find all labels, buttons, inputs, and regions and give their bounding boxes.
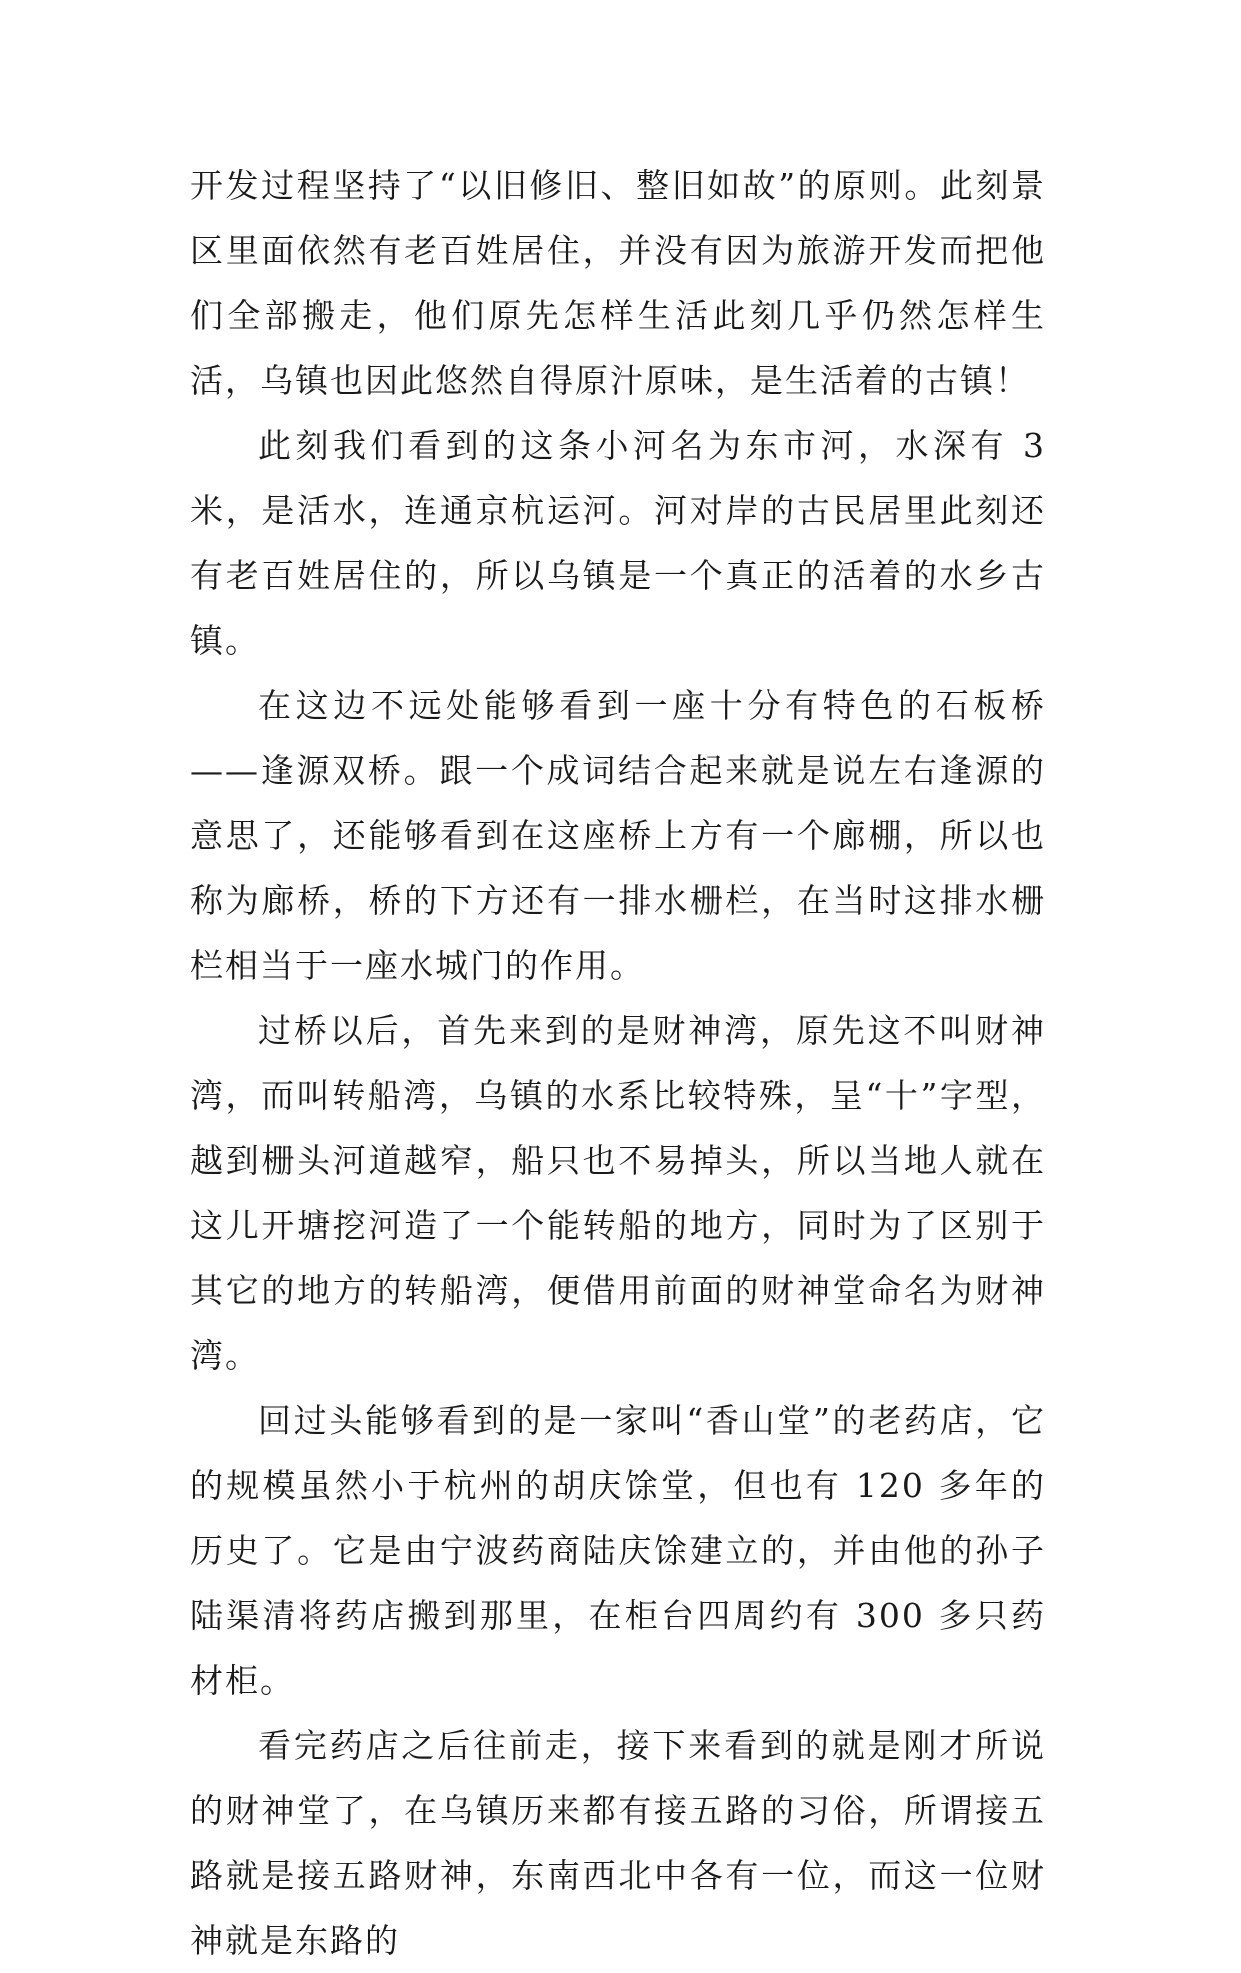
paragraph-1: 开发过程坚持了“以旧修旧、整旧如故”的原则。此刻景区里面依然有老百姓居住，并没有因为旅游开发而把他们全部搬走，他们原先怎样生活此刻几乎仍然怎样生活，乌镇也因此悠然自得原汁原味，是生活着的古镇！ <box>190 166 1046 400</box>
document-body <box>190 153 1046 1973</box>
paragraph-2: 此刻我们看到的这条小河名为东市河，水深有 3 米，是活水，连通京杭运河。河对岸的古民居里此刻还有老百姓居住的，所以乌镇是一个真正的活着的水乡古镇。 <box>190 426 1046 660</box>
paragraph-4: 过桥以后，首先来到的是财神湾，原先这不叫财神湾，而叫转船湾，乌镇的水系比较特殊，呈“十”字型，越到栅头河道越窄，船只也不易掉头，所以当地人就在这儿开塘挖河造了一个能转船的地方，同时为了区别于其它的地方的转船湾，便借用前面的财神堂命名为财神湾。 <box>190 1011 1046 1375</box>
paragraph-5: 回过头能够看到的是一家叫“香山堂”的老药店，它的规模虽然小于杭州的胡庆馀堂，但也有 120 多年的历史了。它是由宁波药商陆庆馀建立的，并由他的孙子陆渠清将药店搬到那里，在柜台四周约有 300 多只药材柜。 <box>190 1401 1046 1700</box>
paragraph-6: 看完药店之后往前走，接下来看到的就是刚才所说的财神堂了，在乌镇历来都有接五路的习俗，所谓接五路就是接五路财神，东南西北中各有一位，而这一位财神就是东路的 <box>190 1726 1046 1960</box>
paragraph-3: 在这边不远处能够看到一座十分有特色的石板桥——逢源双桥。跟一个成词结合起来就是说左右逢源的意思了，还能够看到在这座桥上方有一个廊棚，所以也称为廊桥，桥的下方还有一排水栅栏，在当时这排水栅栏相当于一座水城门的作用。 <box>190 686 1046 985</box>
